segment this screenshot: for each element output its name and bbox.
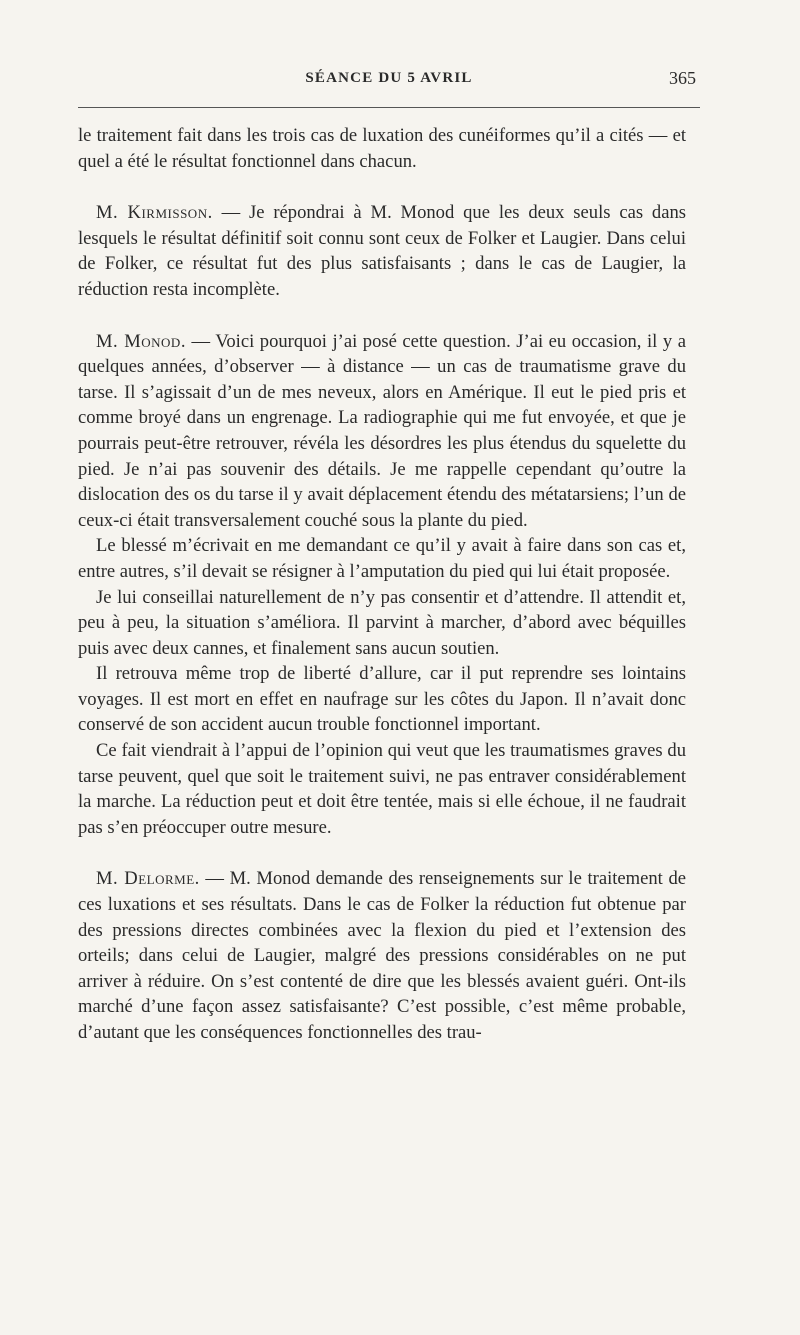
header-rule <box>78 107 700 108</box>
paragraph-text: — Je répondrai à M. Monod que les deux seuls cas dans lesquels le résultat définitif soit connu sont ceux de Folker et Laugier. Dans celui de Folker, ce résultat fut des plus satisfaisants ; dans le cas de Laugier, la réduction resta incomplète. <box>78 202 687 300</box>
paragraph <box>78 200 686 302</box>
paragraph-text: Ce fait viendrait à l’appui de l’opinion qui veut que les traumatismes graves du tarse peuvent, quel que soit le traitement suivi, ne pas entraver considérablement la marche. La réduction peut et doit être tentée, mais si elle échoue, il ne faudrait pas s’en préoccuper outre mesure. <box>78 740 686 838</box>
paragraph <box>78 533 686 584</box>
page-number: 365 <box>669 68 696 88</box>
paragraph <box>78 329 686 534</box>
running-head <box>78 68 700 92</box>
paragraph-text: — M. Monod demande des renseignements sur le traitement de ces luxations et ses résultats. Dans le cas de Folker la réduction fut obtenue par des pressions directes combinées avec la flexion du pied et l’extension des orteils; dans celui de Laugier, malgré des pressions considérables on ne put arriver à réduire. On s’est contenté de dire que les blessés avaient guéri. Ont-ils marché d’une façon assez satisfaisante? C’est possible, c’est même probable, d’autant que les conséquences fonctionnelles des trau- <box>78 868 686 1043</box>
speaker-name: M. Kirmisson. <box>96 202 213 224</box>
paragraph-text: Il retrouva même trop de liberté d’allure, car il put reprendre ses lointains voyages. Il est mort en effet en naufrage sur les côtes du Japon. Il n’avait donc conservé de son accident aucun trouble fonctionnel important. <box>78 663 686 736</box>
paragraph <box>78 738 686 840</box>
paragraph-text: Le blessé m’écrivait en me demandant ce qu’il y avait à faire dans son cas et, entre autres, s’il devait se résigner à l’amputation du pied qui lui était proposée. <box>78 535 686 582</box>
paragraph <box>78 661 686 738</box>
paragraph <box>78 585 686 662</box>
paragraph <box>78 866 686 1045</box>
running-title: SÉANCE DU 5 AVRIL <box>305 70 473 86</box>
paragraph <box>78 123 686 174</box>
body-text <box>78 123 686 1046</box>
speaker-name: M. Delorme. <box>96 868 200 890</box>
speaker-name: M. Monod. <box>96 330 186 352</box>
paragraph-text: — Voici pourquoi j’ai posé cette question. J’ai eu occasion, il y a quelques années, d’observer — à distance — un cas de traumatisme grave du tarse. Il s’agissait d’un de mes neveux, alors en Amérique. Il eut le pied pris et comme broyé dans un engrenage. La radiographie qui me fut envoyée, et que je pourrais peut-être retrouver, révéla les désordres les plus étendus du squelette du pied. Je n’ai pas souvenir des détails. Je me rappelle cependant qu’outre la dislocation des os du tarse il y avait déplacement étendu des métatarsiens; l’un de ceux-ci était transversalement couché sous la plante du pied. <box>78 330 686 531</box>
paragraph-text: le traitement fait dans les trois cas de luxation des cunéiformes qu’il a cités — et quel a été le résultat fonctionnel dans chacun. <box>78 125 686 172</box>
paragraph-text: Je lui conseillai naturellement de n’y pas consentir et d’attendre. Il attendit et, peu à peu, la situation s’améliora. Il parvint à marcher, d’abord avec béquilles puis avec deux cannes, et finalement sans aucun soutien. <box>78 586 686 659</box>
